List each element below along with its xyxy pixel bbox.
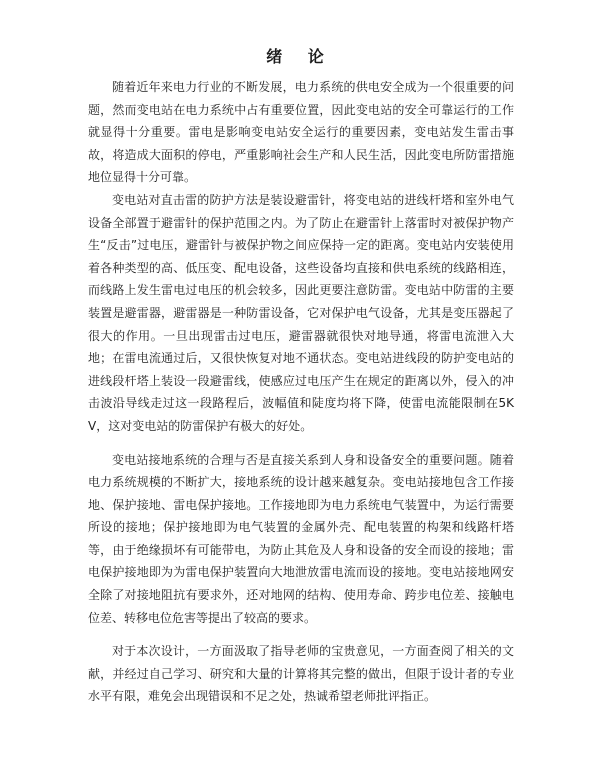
page-title: 绪 论 — [266, 47, 334, 66]
paragraph-2: 变电站对直击雷的防护方法是装设避雷针，将变电站的进线杆塔和室外电气设备全部置于避雷针的保护范围之内。为了防止在避雷针上落雷时对被保护物产生“反击”过电压，避雷针与被保护物之间应保持一定的距离。变电站内安装使用着各种类型的高、低压变、配电设备，这些设备均直接和供电系统的线路相连，而线路上发生雷电过电压的机会较多，因此更要注意防雷。变电站中防雷的主要装置是避雷器，避雷器是一种防雷设备，它对保护电气设备，尤其是变压器起了很大的作用。一旦出现雷击过电压，避雷器就很快对地导通，将雷电流泄入大地；在雷电流通过后，又很快恢复对地不通状态。变电站进线段的防护变电站的进线段杆塔上装设一段避雷线，使感应过电压产生在规定的距离以外，侵入的冲击波沿导线走过这一段路程后，波幅值和陡度均将下降，使雷电流能限制在5KV，这对变电站的防雷保护有极大的好处。 — [88, 192, 514, 433]
body-text — [88, 76, 514, 708]
paragraph-3: 变电站接地系统的合理与否是直接关系到人身和设备安全的重要问题。随着电力系统规模的不断扩大，接地系统的设计越来越复杂。变电站接地包含工作接地、保护接地、雷电保护接地。工作接地即为电力系统电气装置中，为运行需要所设的接地；保护接地即为电气装置的金属外壳、配电装置的构架和线路杆塔等，由于绝缘损坏有可能带电，为防止其危及人身和设备的安全而设的接地；雷电保护接地即为为雷电保护装置向大地泄放雷电流而设的接地。变电站接地网安全除了对接地阻抗有要求外，还对地网的结构、使用寿命、跨步电位差、接触电位差、转移电位危害等提出了较高的要求。 — [88, 452, 514, 625]
paragraph-4: 对于本次设计，一方面汲取了指导老师的宝贵意见，一方面查阅了相关的文献，并经过自己学习、研究和大量的计算将其完整的做出，但限于设计者的专业水平有限，难免会出现错误和不足之处，热诚希望老师批评指正。 — [88, 644, 514, 704]
paragraph-1: 随着近年来电力行业的不断发展，电力系统的供电安全成为一个很重要的问题，然而变电站在电力系统中占有重要位置，因此变电站的安全可靠运行的工作就显得十分重要。雷电是影响变电站安全运行的重要因素，变电站发生雷击事故，将造成大面积的停电，严重影响社会生产和人民生活，因此变电所防雷措施地位显得十分可靠。 — [88, 80, 514, 185]
